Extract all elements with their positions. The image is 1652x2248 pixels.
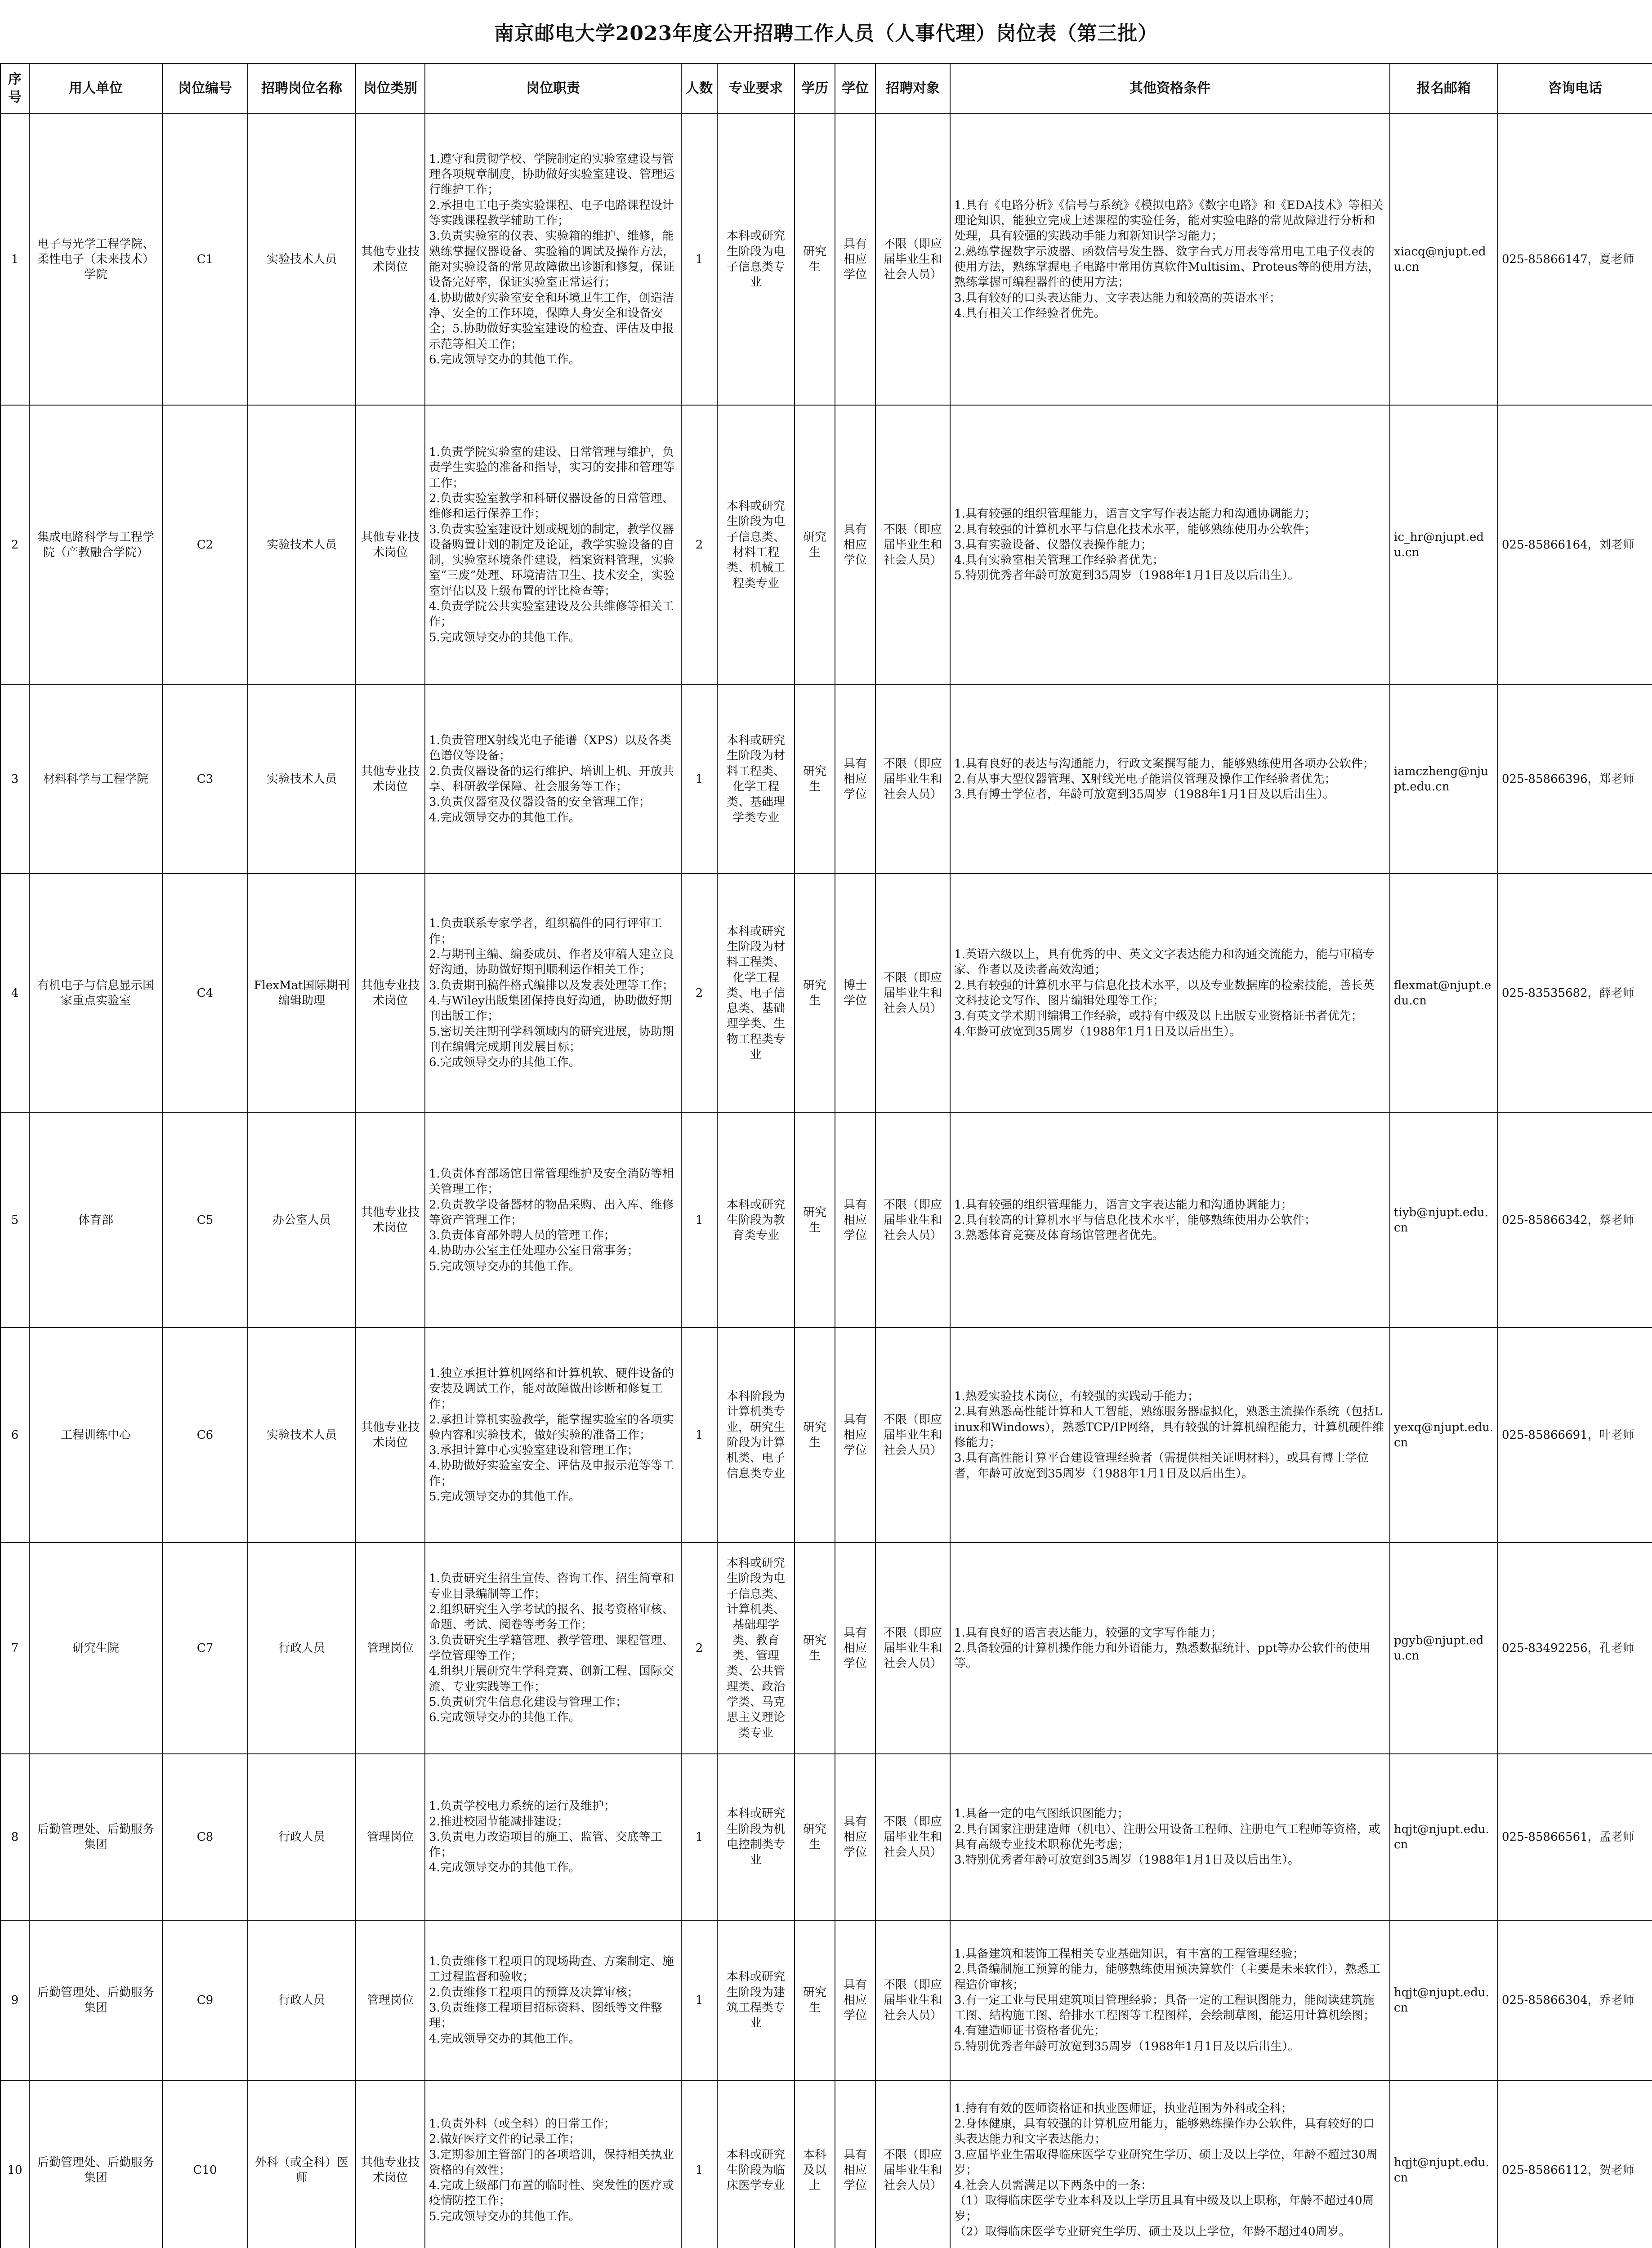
cell-count: 1 (681, 114, 717, 405)
cell-other-line: 4.社会人员需满足以下两条中的一条： (954, 2179, 1152, 2193)
cell-duties-line: 4.组织开展研究生学科竞赛、创新工程、国际交流、专业实践等工作； (429, 1664, 674, 1694)
cell-duties (425, 2080, 681, 2248)
cell-duties-line: 4.完成领导交办的其他工作。 (429, 811, 580, 825)
cell-post: FlexMat国际期刊编辑助理 (248, 874, 356, 1113)
cell-phone: 025-85866164，刘老师 (1498, 405, 1652, 685)
cell-no: 6 (0, 1328, 29, 1543)
cell-code: C2 (162, 405, 248, 685)
cell-duties-line: 4.完成上级部门布置的临时性、突发性的医疗或疫情防控工作； (429, 2179, 674, 2208)
job-table (0, 63, 1652, 2248)
cell-duties-line: 1.负责学院实验室的建设、日常管理与维护，负责学生实验的准备和指导，实习的安排和管理等工作； (429, 445, 675, 490)
cell-major: 本科或研究生阶段为教育类专业 (717, 1113, 795, 1328)
cell-degree2: 具有相应学位 (835, 1543, 875, 1754)
cell-other-line: 1.具有较强的组织管理能力，语言文字表达能力和沟通协调能力； (954, 1198, 1293, 1212)
cell-email: flexmat@njupt.edu.cn (1390, 874, 1498, 1113)
cell-other-line: 3.具有博士学位者，年龄可放宽到35周岁（1988年1月1日及以后出生）。 (954, 788, 1335, 802)
cell-duties-line: 3.负责体育部外聘人员的管理工作； (429, 1229, 616, 1243)
cell-unit: 工程训练中心 (29, 1328, 162, 1543)
cell-no: 9 (0, 1920, 29, 2080)
cell-email: yexq@njupt.edu.cn (1390, 1328, 1498, 1543)
cell-duties-line: 1.负责体育部场馆日常管理维护及安全消防等相关管理工作； (429, 1167, 674, 1196)
cell-degree: 研究生 (795, 114, 835, 405)
cell-duties-line: 4.完成领导交办的其他工作。 (429, 2032, 580, 2046)
cell-duties (425, 1543, 681, 1754)
cell-count: 2 (681, 405, 717, 685)
cell-degree: 本科及以上 (795, 2080, 835, 2248)
cell-duties-line: 3.负责实验室建设计划或规划的制定，教学仪器设备购置计划的制定及论证，教学实验设备的自制，实验室环境条件建设，档案资料管理，实验室“三废”处理、环境清洁卫生、技术安全，实验室评估以及上级布置的评比检查等； (429, 522, 675, 598)
cell-other-line: 3.熟悉体育竞赛及体育场馆管理者优先。 (954, 1229, 1164, 1243)
cell-degree2: 博士学位 (835, 874, 875, 1113)
table-row (0, 2080, 1652, 2248)
cell-count: 1 (681, 1754, 717, 1920)
cell-major: 本科或研究生阶段为建筑工程类专业 (717, 1920, 795, 2080)
cell-email: hqjt@njupt.edu.cn (1390, 1920, 1498, 2080)
cell-email: tiyb@njupt.edu.cn (1390, 1113, 1498, 1328)
cell-post: 外科（或全科）医师 (248, 2080, 356, 2248)
cell-duties-line: 1.遵守和贯彻学校、学院制定的实验室建设与管理各项规章制度，协助做好实验室建设、管理运行维护工作； (429, 152, 675, 197)
cell-major: 本科或研究生阶段为临床医学专业 (717, 2080, 795, 2248)
cell-category: 其他专业技术岗位 (356, 685, 425, 874)
cell-degree: 研究生 (795, 1543, 835, 1754)
cell-duties (425, 1328, 681, 1543)
cell-degree: 研究生 (795, 1113, 835, 1328)
cell-duties-line: 2.推进校园节能减排建设； (429, 1815, 569, 1829)
cell-duties-line: 1.负责外科（或全科）的日常工作； (429, 2117, 616, 2131)
cell-other (950, 114, 1390, 405)
cell-target: 不限（即应届毕业生和社会人员） (875, 1920, 950, 2080)
header-col-code: 岗位编号 (162, 63, 248, 114)
cell-category: 其他专业技术岗位 (356, 114, 425, 405)
cell-duties (425, 405, 681, 685)
cell-phone: 025-83492256，孔老师 (1498, 1543, 1652, 1754)
cell-major: 本科或研究生阶段为电子信息类、材料工程类、机械工程类专业 (717, 405, 795, 685)
cell-unit: 后勤管理处、后勤服务集团 (29, 1754, 162, 1920)
cell-category: 其他专业技术岗位 (356, 874, 425, 1113)
header-col-unit: 用人单位 (29, 63, 162, 114)
cell-target: 不限（即应届毕业生和社会人员） (875, 874, 950, 1113)
cell-duties (425, 1113, 681, 1328)
cell-duties-line: 5.完成领导交办的其他工作。 (429, 630, 580, 644)
cell-category: 其他专业技术岗位 (356, 1113, 425, 1328)
table-header-row (0, 63, 1652, 114)
cell-other-line: 1.具备一定的电气图纸识图能力； (954, 1807, 1129, 1821)
cell-duties-line: 5.完成领导交办的其他工作。 (429, 1490, 580, 1504)
header-col-major: 专业要求 (717, 63, 795, 114)
cell-duties-line: 1.负责联系专家学者，组织稿件的同行评审工作； (429, 917, 662, 946)
cell-other-line: 1.具有较强的组织管理能力，语言文字写作表达能力和沟通协调能力； (954, 507, 1316, 521)
cell-other (950, 1543, 1390, 1754)
cell-major: 本科或研究生阶段为电子信息类、计算机类、基础理学类、教育类、管理类、公共管理类、政治学类、马克思主义理论类专业 (717, 1543, 795, 1754)
cell-category: 管理岗位 (356, 1754, 425, 1920)
cell-major: 本科阶段为计算机类专业，研究生阶段为计算机类、电子信息类专业 (717, 1328, 795, 1543)
table-row (0, 1113, 1652, 1328)
cell-other-line: 2.有从事大型仪器管理、X射线光电子能谱仪管理及操作工作经验者优先； (954, 772, 1336, 786)
cell-count: 2 (681, 1543, 717, 1754)
cell-category: 其他专业技术岗位 (356, 2080, 425, 2248)
cell-other (950, 1113, 1390, 1328)
cell-other-line: 2.具有国家注册建造师（机电）、注册公用设备工程师、注册电气工程师等资格，或具有高级专业技术职称优先考虑； (954, 1822, 1380, 1851)
cell-degree2: 具有相应学位 (835, 2080, 875, 2248)
cell-no: 3 (0, 685, 29, 874)
cell-duties-line: 4.协助做好实验室安全、评估及申报示范等等工作； (429, 1459, 674, 1488)
cell-duties-line: 2.与期刊主编、编委成员、作者及审稿人建立良好沟通，协助做好期刊顺利运作相关工作； (429, 948, 674, 977)
cell-other-line: 1.热爱实验技术岗位，有较强的实践动手能力； (954, 1390, 1199, 1404)
cell-target: 不限（即应届毕业生和社会人员） (875, 405, 950, 685)
cell-code: C10 (162, 2080, 248, 2248)
cell-email: pgyb@njupt.edu.cn (1390, 1543, 1498, 1754)
cell-other-line: 3.应届毕业生需取得临床医学专业研究生学历、硕士及以上学位，年龄不超过30周岁； (954, 2148, 1378, 2177)
cell-degree: 研究生 (795, 405, 835, 685)
table-row (0, 1920, 1652, 2080)
cell-duties (425, 1920, 681, 2080)
cell-unit: 材料科学与工程学院 (29, 685, 162, 874)
cell-unit: 后勤管理处、后勤服务集团 (29, 1920, 162, 2080)
cell-duties-line: 4.负责学院公共实验室建设及公共维修等相关工作； (429, 600, 674, 629)
cell-phone: 025-85866112，贺老师 (1498, 2080, 1652, 2248)
cell-no: 5 (0, 1113, 29, 1328)
cell-no: 10 (0, 2080, 29, 2248)
cell-duties-line: 6.完成领导交办的其他工作。 (429, 1056, 580, 1070)
cell-code: C4 (162, 874, 248, 1113)
cell-degree: 研究生 (795, 1754, 835, 1920)
cell-unit: 后勤管理处、后勤服务集团 (29, 2080, 162, 2248)
cell-target: 不限（即应届毕业生和社会人员） (875, 114, 950, 405)
cell-duties-line: 4.协助做好实验室安全和环境卫生工作，创造洁净、安全的工作环境，保障人身安全和设备安全；5.协助做好实验室建设的检查、评估及申报示范等相关工作； (429, 291, 674, 351)
cell-other-line: 4.有建造师证书资格者优先； (954, 2024, 1106, 2038)
cell-phone: 025-85866147，夏老师 (1498, 114, 1652, 405)
cell-other-line: 2.身体健康，具有较强的计算机应用能力，能够熟练操作办公软件，具有较好的口头表达能力和文字表达能力； (954, 2117, 1375, 2146)
header-col-degree: 学历 (795, 63, 835, 114)
cell-duties-line: 1.负责学校电力系统的运行及维护； (429, 1799, 616, 1813)
cell-other-line: 2.具有较高的计算机水平与信息化技术水平，能够熟练使用办公软件； (954, 1213, 1316, 1227)
cell-post: 实验技术人员 (248, 114, 356, 405)
cell-other (950, 685, 1390, 874)
cell-other-line: 1.持有有效的医师资格证和执业医师证，执业范围为外科或全科； (954, 2101, 1293, 2115)
cell-target: 不限（即应届毕业生和社会人员） (875, 1543, 950, 1754)
table-row (0, 405, 1652, 685)
cell-target: 不限（即应届毕业生和社会人员） (875, 2080, 950, 2248)
cell-email: hqjt@njupt.edu.cn (1390, 2080, 1498, 2248)
cell-duties-line: 3.承担计算中心实验室建设和管理工作； (429, 1444, 639, 1458)
cell-duties-line: 1.负责维修工程项目的现场勘查、方案制定、施工过程监督和验收； (429, 1955, 674, 1984)
cell-other-line: 1.具有良好的表达与沟通能力，行政文案撰写能力，能够熟练使用各项办公软件； (954, 757, 1375, 771)
cell-duties (425, 874, 681, 1113)
header-col-duties: 岗位职责 (425, 63, 681, 114)
cell-major: 本科或研究生阶段为机电控制类专业 (717, 1754, 795, 1920)
cell-code: C1 (162, 114, 248, 405)
cell-other-line: 4.具有实验室相关管理工作经验者优先； (954, 553, 1164, 567)
cell-degree: 研究生 (795, 874, 835, 1113)
cell-email: ic_hr@njupt.edu.cn (1390, 405, 1498, 685)
cell-duties-line: 3.负责研究生学籍管理、教学管理、课程管理、学位管理等工作； (429, 1633, 674, 1663)
cell-other-line: 5.特别优秀者年龄可放宽到35周岁（1988年1月1日及以后出生）。 (954, 2039, 1300, 2053)
cell-other-line: 2.具有较强的计算机水平与信息化技术水平，能够熟练使用办公软件； (954, 522, 1316, 536)
cell-category: 其他专业技术岗位 (356, 405, 425, 685)
cell-duties-line: 1.负责研究生招生宣传、咨询工作、招生简章和专业目录编制等工作； (429, 1572, 674, 1601)
header-col-phone: 咨询电话 (1498, 63, 1652, 114)
cell-no: 8 (0, 1754, 29, 1920)
cell-post: 实验技术人员 (248, 685, 356, 874)
header-col-no: 序号 (0, 63, 29, 114)
cell-other (950, 2080, 1390, 2248)
cell-target: 不限（即应届毕业生和社会人员） (875, 1754, 950, 1920)
cell-phone: 025-85866561，孟老师 (1498, 1754, 1652, 1920)
cell-duties (425, 685, 681, 874)
cell-unit: 研究生院 (29, 1543, 162, 1754)
cell-other-line: 3.具有高性能计算平台建设管理经验者（需提供相关证明材料），或具有博士学位者，年龄可放宽到35周岁（1988年1月1日及以后出生）。 (954, 1451, 1369, 1481)
header-col-count: 人数 (681, 63, 717, 114)
cell-other-line: 3.具有实验设备、仪器仪表操作能力； (954, 538, 1152, 552)
cell-count: 1 (681, 685, 717, 874)
cell-category: 管理岗位 (356, 1920, 425, 2080)
cell-post: 行政人员 (248, 1754, 356, 1920)
cell-duties-line: 5.完成领导交办的其他工作。 (429, 2209, 580, 2223)
cell-degree2: 具有相应学位 (835, 1328, 875, 1543)
cell-duties-line: 6.完成领导交办的其他工作。 (429, 1711, 580, 1725)
cell-other-line: 3.有一定工业与民用建筑项目管理经验；具备一定的工程识图能力，能阅读建筑施工图、结构施工图、给排水工程图等工程图样，会绘制草图，能运用计算机绘图； (954, 1993, 1375, 2023)
cell-duties-line: 3.负责期刊稿件格式编排以及发表处理等工作； (429, 978, 674, 992)
cell-duties-line: 1.独立承担计算机网络和计算机软、硬件设备的安装及调试工作，能对故障做出诊断和修复工作； (429, 1366, 674, 1411)
cell-other-line: 3.特别优秀者年龄可放宽到35周岁（1988年1月1日及以后出生）。 (954, 1853, 1300, 1867)
header-col-other: 其他资格条件 (950, 63, 1390, 114)
table-row (0, 1328, 1652, 1543)
cell-other-line: （1）取得临床医学专业本科及以上学历且具有中级及以上职称，年龄不超过40周岁； (954, 2194, 1374, 2223)
cell-duties-line: 3.负责电力改造项目的施工、监管、交底等工作； (429, 1830, 662, 1860)
cell-duties-line: 2.承担电工电子类实验课程、电子电路课程设计等实践课程教学辅助工作； (429, 198, 674, 228)
cell-duties-line: 2.做好医疗文件的记录工作； (429, 2132, 580, 2146)
cell-other (950, 874, 1390, 1113)
cell-count: 1 (681, 2080, 717, 2248)
cell-duties-line: 5.完成领导交办的其他工作。 (429, 1259, 580, 1273)
cell-other-line: 4.年龄可放宽到35周岁（1988年1月1日及以后出生）。 (954, 1025, 1241, 1039)
table-row (0, 874, 1652, 1113)
cell-phone: 025-85866342，蔡老师 (1498, 1113, 1652, 1328)
cell-unit: 有机电子与信息显示国家重点实验室 (29, 874, 162, 1113)
table-row (0, 685, 1652, 874)
table-row (0, 1754, 1652, 1920)
cell-email: hqjt@njupt.edu.cn (1390, 1754, 1498, 1920)
cell-degree2: 具有相应学位 (835, 405, 875, 685)
cell-duties-line: 2.负责仪器设备的运行维护、培训上机、开放共享、科研教学保障、社会服务等工作； (429, 764, 674, 794)
cell-other-line: 4.具有相关工作经验者优先。 (954, 306, 1106, 320)
cell-degree: 研究生 (795, 685, 835, 874)
cell-other-line: 2.具备编制施工预算的能力，能够熟练使用预决算软件（主要是未来软件），熟悉工程造价审核； (954, 1963, 1380, 1992)
cell-code: C6 (162, 1328, 248, 1543)
cell-duties (425, 1754, 681, 1920)
cell-other-line: （2）取得临床医学专业研究生学历、硕士及以上学位，年龄不超过40周岁。 (954, 2225, 1351, 2239)
cell-duties-line: 4.与Wiley出版集团保持良好沟通，协助做好期刊出版工作； (429, 994, 672, 1023)
cell-duties-line: 2.负责维修工程项目的预算及决算审核； (429, 1985, 639, 1999)
cell-no: 1 (0, 114, 29, 405)
cell-post: 实验技术人员 (248, 1328, 356, 1543)
cell-other-line: 1.英语六级以上，具有优秀的中、英文文字表达能力和沟通交流能力，能与审稿专家、作者以及读者高效沟通； (954, 948, 1375, 977)
cell-degree2: 具有相应学位 (835, 685, 875, 874)
cell-other-line: 1.具有良好的语言表达能力，较强的文字写作能力； (954, 1626, 1223, 1640)
cell-duties-line: 3.负责维修工程项目招标资料、图纸等文件整理； (429, 2001, 662, 2030)
cell-other-line: 5.特别优秀者年龄可放宽到35周岁（1988年1月1日及以后出生）。 (954, 569, 1300, 583)
header-col-category: 岗位类别 (356, 63, 425, 114)
cell-target: 不限（即应届毕业生和社会人员） (875, 1328, 950, 1543)
cell-major: 本科或研究生阶段为电子信息类专业 (717, 114, 795, 405)
cell-target: 不限（即应届毕业生和社会人员） (875, 1113, 950, 1328)
cell-category: 其他专业技术岗位 (356, 1328, 425, 1543)
cell-phone: 025-85866396，郑老师 (1498, 685, 1652, 874)
cell-duties-line: 5.负责研究生信息化建设与管理工作； (429, 1695, 627, 1709)
cell-no: 2 (0, 405, 29, 685)
cell-duties-line: 2.组织研究生入学考试的报名、报考资格审核、命题、考试、阅卷等考务工作； (429, 1603, 674, 1632)
cell-unit: 体育部 (29, 1113, 162, 1328)
cell-major: 本科或研究生阶段为材料工程类、化学工程类、电子信息类、基础理学类、生物工程类专业 (717, 874, 795, 1113)
cell-other-line: 3.具有较好的口头表达能力、文字表达能力和较高的英语水平； (954, 291, 1281, 305)
cell-no: 4 (0, 874, 29, 1113)
cell-duties-line: 2.负责教学设备器材的物品采购、出入库、维修等资产管理工作； (429, 1198, 674, 1227)
cell-duties-line: 2.承担计算机实验教学，能掌握实验室的各项实验内容和实验技术，做好实验的准备工作； (429, 1413, 674, 1442)
header-col-post: 招聘岗位名称 (248, 63, 356, 114)
cell-post: 行政人员 (248, 1920, 356, 2080)
cell-post: 行政人员 (248, 1543, 356, 1754)
cell-duties-line: 4.协助办公室主任处理办公室日常事务； (429, 1244, 639, 1258)
table-row (0, 114, 1652, 405)
cell-other-line: 3.有英文学术期刊编辑工作经验，或持有中级及以上出版专业资格证书者优先； (954, 1009, 1363, 1023)
table-row (0, 1543, 1652, 1754)
cell-target: 不限（即应届毕业生和社会人员） (875, 685, 950, 874)
cell-duties-line: 4.完成领导交办的其他工作。 (429, 1861, 580, 1875)
cell-duties-line: 2.负责实验室教学和科研仪器设备的日常管理、维修和运行保养工作； (429, 491, 674, 521)
header-col-target: 招聘对象 (875, 63, 950, 114)
header-col-degree2: 学位 (835, 63, 875, 114)
cell-degree: 研究生 (795, 1328, 835, 1543)
cell-degree2: 具有相应学位 (835, 1754, 875, 1920)
header-col-email: 报名邮箱 (1390, 63, 1498, 114)
cell-code: C9 (162, 1920, 248, 2080)
cell-duties-line: 6.完成领导交办的其他工作。 (429, 352, 580, 366)
cell-other (950, 1754, 1390, 1920)
cell-no: 7 (0, 1543, 29, 1754)
cell-duties-line: 3.负责仪器室及仪器设备的安全管理工作； (429, 795, 651, 809)
cell-other-line: 2.具有熟悉高性能计算和人工智能，熟练服务器虚拟化，熟悉主流操作系统（包括Linux和Windows），熟悉TCP/IP网络，具有较强的计算机编程能力，计算机硬件维修能力； (954, 1405, 1384, 1450)
cell-duties (425, 114, 681, 405)
cell-other (950, 405, 1390, 685)
cell-category: 管理岗位 (356, 1543, 425, 1754)
cell-other-line: 2.熟练掌握数字示波器、函数信号发生器、数字台式万用表等常用电工电子仪表的使用方法，熟练掌握电子电路中常用仿真软件Multisim、Proteus等的使用方法，熟练掌握可编程器件的使用方法； (954, 245, 1380, 290)
cell-other (950, 1328, 1390, 1543)
page-title: 南京邮电大学2023年度公开招聘工作人员（人事代理）岗位表（第三批） (0, 0, 1652, 64)
cell-code: C5 (162, 1113, 248, 1328)
cell-code: C7 (162, 1543, 248, 1754)
cell-phone: 025-85866691，叶老师 (1498, 1328, 1652, 1543)
cell-duties-line: 1.负责管理X射线光电子能谱（XPS）以及各类色谱仪等设备； (429, 734, 672, 763)
cell-duties-line: 3.负责实验室的仪表、实验箱的维护、维修，能熟练掌握仪器设备、实验箱的调试及操作方法，能对实验设备的常见故障做出诊断和修复，保证设备完好率，保证实验室正常运行； (429, 229, 675, 290)
cell-degree2: 具有相应学位 (835, 1920, 875, 2080)
cell-code: C8 (162, 1754, 248, 1920)
cell-code: C3 (162, 685, 248, 874)
cell-count: 1 (681, 1328, 717, 1543)
cell-count: 1 (681, 1113, 717, 1328)
cell-phone: 025-85866304，乔老师 (1498, 1920, 1652, 2080)
cell-post: 办公室人员 (248, 1113, 356, 1328)
cell-email: iamczheng@njupt.edu.cn (1390, 685, 1498, 874)
cell-other-line: 2.具备较强的计算机操作能力和外语能力，熟悉数据统计、ppt等办公软件的使用等。 (954, 1641, 1371, 1671)
cell-count: 1 (681, 1920, 717, 2080)
cell-duties-line: 3.定期参加主管部门的各项培训，保持相关执业资格的有效性； (429, 2148, 674, 2177)
cell-other (950, 1920, 1390, 2080)
cell-duties-line: 5.密切关注期刊学科领域内的研究进展，协助期刊在编辑完成期刊发展目标； (429, 1025, 674, 1054)
cell-other-line: 1.具备建筑和装饰工程相关专业基础知识，有丰富的工程管理经验； (954, 1947, 1304, 1961)
cell-degree2: 具有相应学位 (835, 114, 875, 405)
cell-phone: 025-83535682，薛老师 (1498, 874, 1652, 1113)
cell-major: 本科或研究生阶段为材料工程类、化学工程类、基础理学类专业 (717, 685, 795, 874)
cell-email: xiacq@njupt.edu.cn (1390, 114, 1498, 405)
cell-post: 实验技术人员 (248, 405, 356, 685)
cell-degree2: 具有相应学位 (835, 1113, 875, 1328)
cell-other-line: 1.具有《电路分析》《信号与系统》《模拟电路》《数字电路》和《EDA技术》等相关理论知识，能独立完成上述课程的实验任务，能对实验电路的常见故障进行分析和处理，具有较强的实践动手能力和新知识学习能力； (954, 198, 1384, 243)
cell-other-line: 2.具有较强的计算机水平与信息化技术水平，以及专业数据库的检索技能，善长英文科技论文写作、图片编辑处理等工作； (954, 978, 1375, 1008)
cell-count: 2 (681, 874, 717, 1113)
cell-unit: 集成电路科学与工程学院（产教融合学院） (29, 405, 162, 685)
cell-unit: 电子与光学工程学院、柔性电子（未来技术）学院 (29, 114, 162, 405)
cell-degree: 研究生 (795, 1920, 835, 2080)
